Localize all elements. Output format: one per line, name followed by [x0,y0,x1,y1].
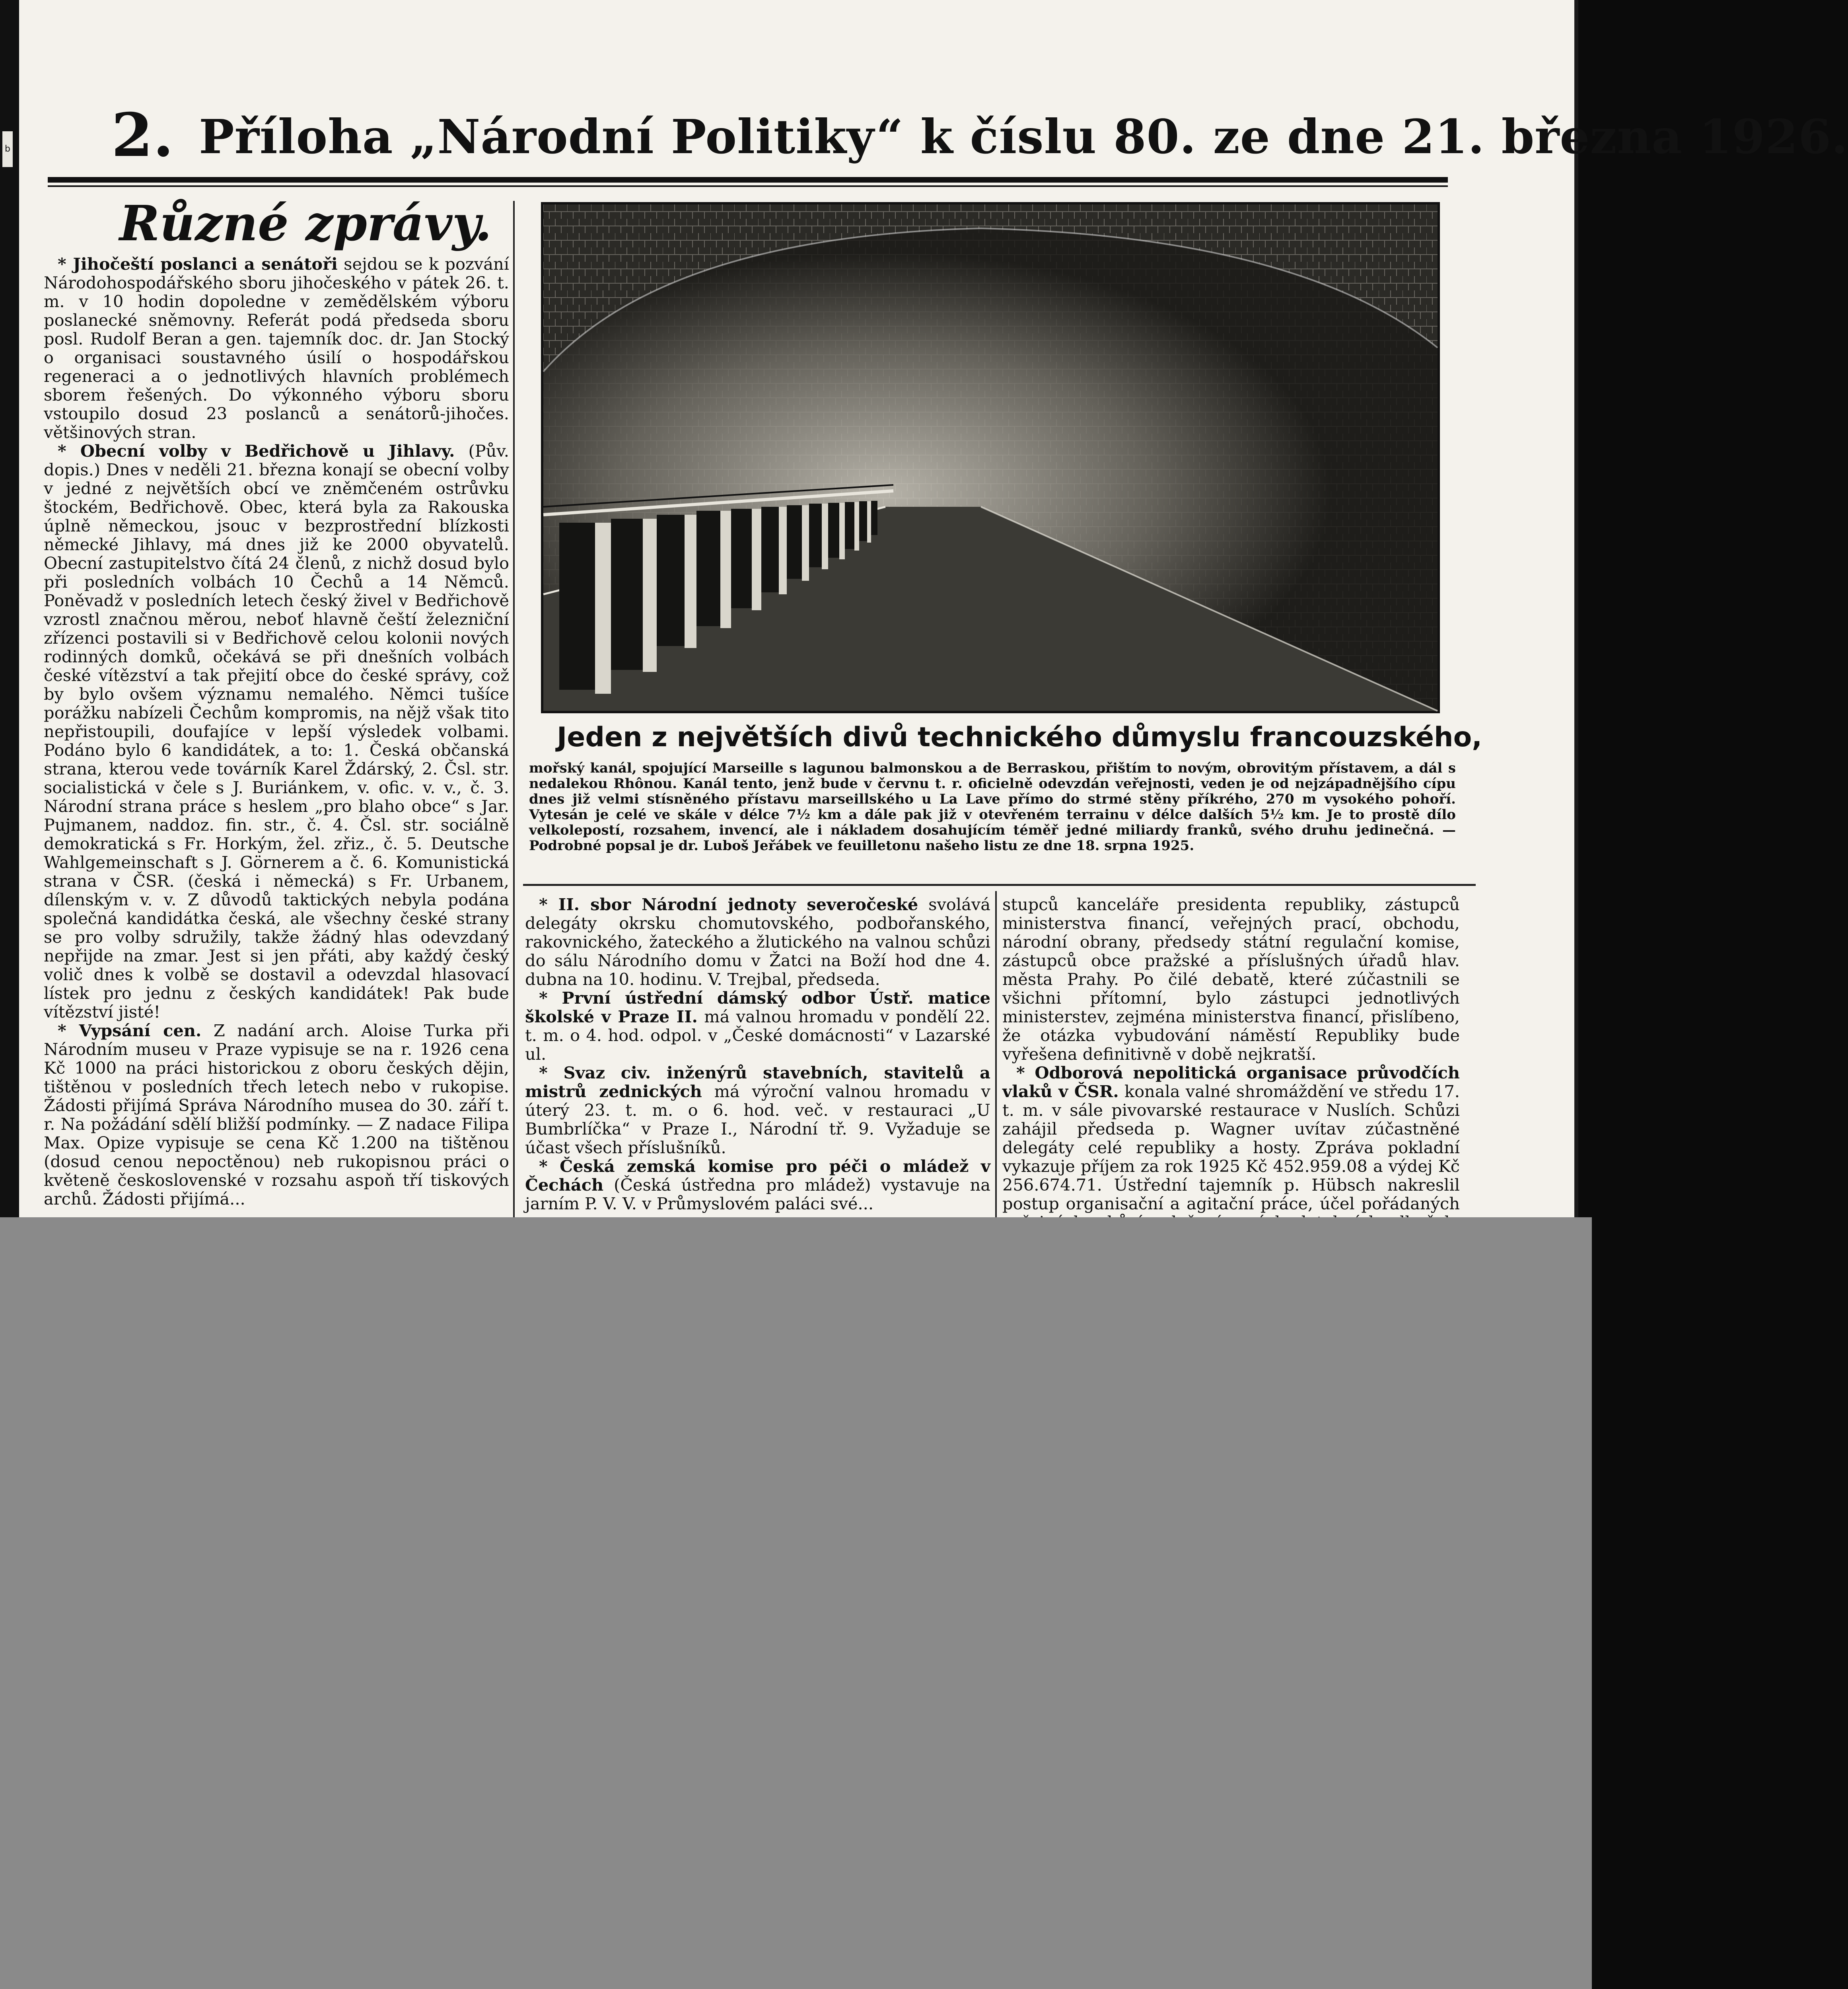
article-narodni-jednota: * II. sbor Národní jednoty severočeské svolává delegáty okrsku chomutovského, podbořanského, rakovnického, žateckého a žlutického na valnou schůzi do sálu Národního domu v Žatci na Boží hod dne 4. dubna na 10. hodinu. V. Trejbal, předseda. [525,895,990,989]
column-1 [44,255,509,1217]
article-vypsani-cen: * Vypsání cen. Z nadání arch. Aloise Turka při Národním museu v Praze vypisuje se na r. 1926 cena Kč 1000 na práci historickou z oboru českých dějin, tištěnou v posledních třech letech nebo v rukopise. Žádosti přijímá Správa Národního musea do 30. září t. r. Na požádání sdělí bližší podmínky. — Z nadace Filipa Max. Opize vypisuje se cena Kč 1.200 na tištěnou (dosud cenou nepoctěnou) neb rukopisnou práci o květeně československé v rozsahu aspoň tří tiskových archů. Žádosti přijímá... [44,1021,509,1209]
illustration-caption: mořský kanál, spojující Marseille s lagunou balmonskou a de Berraskou, přištím to novým, obrovitým přístavem, a dál s nedalekou Rhônou. Kanál tento, jenž bude v červnu t. r. oficielně odevzdán veřejnosti, veden je od nejzápadnějšího cípu dnes již velmi stísněného přístavu marseillského u La Lave přímo do strmé stěny příkrého, 270 m vysokého pohoří. Vytesán je celé ve skále v délce 7½ km a dále pak již v otevřeném terrainu v délce dalších 5½ km. Je to prostě dílo velkolepostí, rozsahem, invencí, ale i nákladem dosahujícím téměř jedné miliardy franků, svého druhu jedinečná. — Podrobné popsal je dr. Luboš Jeřábek ve feuilletonu našeho listu ze dne 18. srpna 1925. [529,760,1456,854]
tunnel-drawing [543,204,1438,711]
article-svaz-inzenyru: * Svaz civ. inženýrů stavebních, stavitelů a mistrů zednických má výroční valnou hromadu v úterý 23. t. m. o 6. hod. več. v restauraci „U Bumbrlíčka“ v Praze I., Národní tř. 9. Vyžaduje se účast všech příslušníků. [525,1063,990,1157]
canal-tunnel-illustration [541,202,1440,713]
illustration-divider [523,884,1476,886]
section-title: Různé zprávy. [119,195,492,252]
illustration-caption-title: Jeden z největších divů technického důmyslu francouzského, [557,722,1482,753]
header-rule [48,177,1448,183]
page-header-title: Příloha „Národní Politiky“ k číslu 80. ze dne 21. března 1926. [199,109,1848,164]
scan-edge [0,0,19,1217]
page-number: 2. [111,100,174,170]
article-komise-mladez: * Česká zemská komise pro péči o mládež v Čechách (Česká ústředna pro mládež) vystavuje na jarním P. V. V. v Průmyslovém paláci své... [525,1156,990,1213]
margin-mark: b [2,131,13,167]
column-divider-2 [995,891,997,1217]
article-namesti-republiky: stupců kanceláře presidenta republiky, zástupců ministerstva financí, veřejných prací, obchodu, národní obrany, předsedy státní regulační komise, zástupců obce pražské a příslušných úřadů hlav. města Prahy. Po čilé debatě, které zúčastnili se všichni přítomní, bylo zástupci jednotlivých ministerstev, zejména ministerstva financí, přislíbeno, že otázka vybudování náměstí Republiky bude vyřešena definitivně v době nejkratší. [1002,895,1460,1064]
header-rule-thin [48,185,1448,187]
column-divider [513,201,515,1217]
blank-scan-area [0,1217,1592,1989]
column-3 [1002,895,1460,1217]
column-2 [525,895,990,1217]
article-poslanci: * Jihočeští poslanci a senátoři sejdou se k pozvání Národohospodářského sboru jihočeského v pátek 26. t. m. v 10 hodin dopoledne v zemědělském výboru poslanecké sněmovny. Referát podá předseda sboru posl. Rudolf Beran a gen. tajemník doc. dr. Jan Stocký o organisaci soustavného úsilí o hospodářskou regeneraci a o jednotlivých hlavních problémech sborem řešených. Do výkonného výboru sboru vstoupilo dosud 23 poslanců a senátorů-jihočes. většinových stran. [44,254,510,442]
article-damsky-odbor: * První ústřední dámský odbor Ústř. matice školské v Praze II. má valnou hromadu v pondělí 22. t. m. o 4. hod. odpol. v „České domácnosti“ v Lazarské ul. [525,988,990,1064]
article-volby-bedrichov: * Obecní volby v Bedřichově u Jihlavy. (Pův. dopis.) Dnes v neděli 21. března konají se obecní volby v jedné z největších obcí ve zněmčeném ostrůvku štockém, Bedřichově. Obec, která byla za Rakouska úplně německou, jsouc v bezprostřední blízkosti německé Jihlavy, má dnes již ke 2000 obyvatelů. Obecní zastupitelstvo čítá 24 členů, z nichž dosud bylo při posledních volbách 10 Čechů a 14 Němců. Poněvadž v posledních letech český živel v Bedřichově vzrostl značnou měrou, neboť hlavně čeští železniční zřízenci postavili si v Bedřichově celou kolonii nových rodinných domků, očekává se při dnešních volbách české vítězství a tak přejití obce do české správy, což by bylo ovšem významu nemalého. Němci tušíce porážku nabízeli Čechům kompromis, na nějž však tito nepřistoupili, doufajíce v lepší výsledek volbami. Podáno bylo 6 kandidátek, a to: 1. Česká občanská strana, kterou vede továrník Karel Ždárský, 2. Čsl. str. socialistická v čele s J. Buriánkem, v. ofic. v. v., č. 3. Národní strana práce s heslem „pro blaho obce“ s Jar. Pujmanem, naddoz. fin. str., č. 4. Čsl. str. sociálně demokratická s Fr. Horkým, žel. zřiz., č. 5. Deutsche Wahlgemeinschaft s J. Görnerem a č. 6. Komunistická strana v ČSR. (česká i německá) s Fr. Urbanem, dílenským v. v. Z důvodů taktických nebyla podána společná kandidátka česká, ale všechny české strany se pro volby sdružily, takže žádný hlas odevzdaný nepřijde na zmar. Jest si jen přáti, aby každý český volič dnes k volbě se dostavil a odevzdal hlasovací lístek pro jednu z českých kandidátek! Pak bude vítězství jisté! [44,441,509,1022]
article-pruvodci-vlaku: * Odborová nepolitická organisace průvodčích vlaků v ČSR. konala valné shromáždění ve středu 17. t. m. v sále pivovarské restaurace v Nuslích. Schůzi zahájil předseda p. Wagner uvítav zúčastněné delegáty celé republiky a hosty. Zpráva pokladní vykazuje příjem za rok 1925 Kč 452.959.08 a výdej Kč 256.674.71. Ústřední tajemník p. Hübsch nakreslil postup organisační a agitační práce, účel pořádaných [1002,1063,1460,1213]
